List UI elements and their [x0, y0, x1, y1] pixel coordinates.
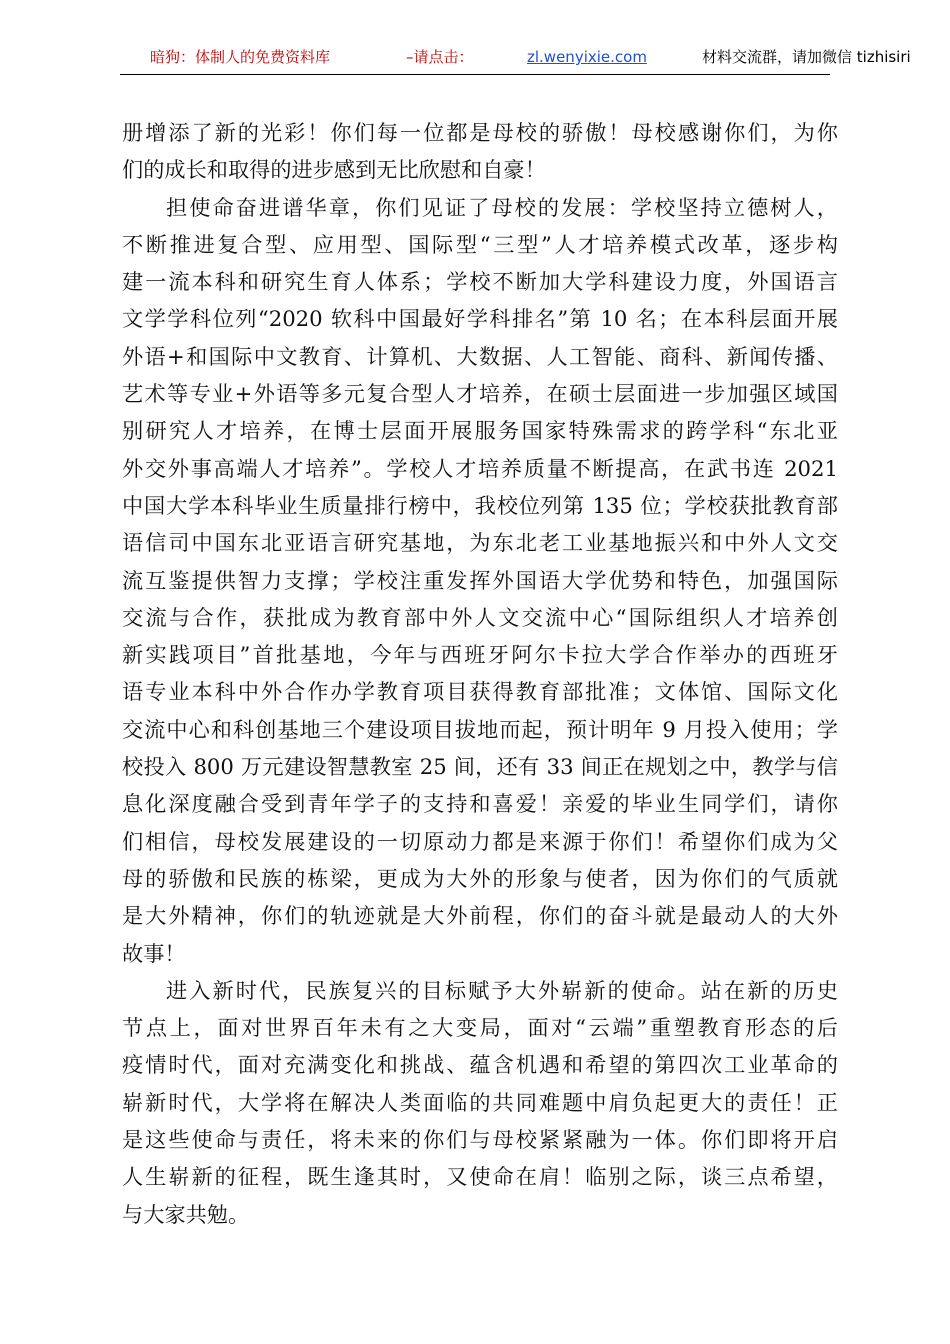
text-line: 是大外精神，你们的轨迹就是大外前程，你们的奋斗就是最动人的大外	[122, 903, 838, 929]
text-line: 母的骄傲和民族的栋梁，更成为大外的形象与使者，因为你们的气质就	[122, 865, 838, 891]
text-line: 册增添了新的光彩！你们每一位都是母校的骄傲！母校感谢你们，为你	[122, 120, 838, 145]
text-line: 息化深度融合受到青年学子的支持和喜爱！亲爱的毕业生同学们，请你	[122, 791, 838, 817]
text-line: 故事！	[122, 940, 186, 966]
text-line: 校投入 800 万元建设智慧教室 25 间，还有 33 间正在规划之中，教学与信	[122, 754, 838, 780]
text-line: 外交外事高端人才培养”。学校人才培养质量不断提高，在武书连 2021	[122, 455, 838, 481]
paragraph	[122, 114, 838, 189]
text-line: 外语+和国际中文教育、计算机、大数据、人工智能、商科、新闻传播、	[122, 343, 838, 369]
text-line: 担使命奋进谱华章，你们见证了母校的发展：学校坚持立德树人，	[166, 194, 838, 220]
text-line: 新实践项目”首批基地，今年与西班牙阿尔卡拉大学合作举办的西班牙	[122, 642, 838, 668]
header-link[interactable]: zl.wenyixie.com	[527, 48, 647, 66]
text-line: 语信司中国东北亚语言研究基地，为东北老工业基地振兴和中外人文交	[122, 530, 838, 556]
text-line: 们的成长和取得的进步感到无比欣慰和自豪！	[122, 157, 546, 183]
paragraph	[122, 189, 838, 972]
header-contact: 材料交流群，请加微信 tizhisiri	[702, 48, 911, 66]
text-line: 们相信，母校发展建设的一切原动力都是来源于你们！希望你们成为父	[122, 828, 838, 854]
text-line: 人生崭新的征程，既生逢其时，又使命在肩！临别之际，谈三点希望，	[122, 1164, 838, 1190]
text-line: 文学学科位列“2020 软科中国最好学科排名”第 10 名；在本科层面开展	[122, 306, 838, 332]
text-line: 疫情时代，面对充满变化和挑战、蕴含机遇和希望的第四次工业革命的	[122, 1052, 838, 1078]
header-brand: 暗狗：体制人的免费资料库	[150, 48, 331, 66]
paragraph	[122, 972, 838, 1233]
text-line: 是这些使命与责任，将未来的你们与母校紧紧融为一体。你们即将开启	[122, 1127, 838, 1153]
text-line: 不断推进复合型、应用型、国际型“三型”人才培养模式改革，逐步构	[122, 231, 838, 257]
document-body	[122, 114, 838, 1233]
page-header	[120, 46, 911, 75]
text-line: 流互鉴提供智力支撑；学校注重发挥外国语大学优势和特色，加强国际	[122, 567, 838, 593]
text-line: 艺术等专业+外语等多元复合型人才培养，在硕士层面进一步加强区域国	[122, 381, 838, 407]
text-line: 建一流本科和研究生育人体系；学校不断加大学科建设力度，外国语言	[122, 269, 838, 295]
text-line: 崭新时代，大学将在解决人类面临的共同难题中肩负起更大的责任！正	[122, 1089, 838, 1115]
text-line: 交流中心和科创基地三个建设项目拔地而起，预计明年 9 月投入使用；学	[122, 716, 838, 742]
text-line: 中国大学本科毕业生质量排行榜中，我校位列第 135 位；学校获批教育部	[122, 492, 838, 518]
text-line: 节点上，面对世界百年未有之大变局，面对“云端”重塑教育形态的后	[122, 1015, 838, 1041]
text-line: 与大家共勉。	[122, 1201, 250, 1227]
text-line: 语专业本科中外合作办学教育项目获得教育部批准；文体馆、国际文化	[122, 679, 838, 705]
header-prompt: –请点击：	[406, 48, 474, 66]
text-line: 进入新时代，民族复兴的目标赋予大外崭新的使命。站在新的历史	[166, 977, 838, 1003]
text-line: 交流与合作，获批成为教育部中外人文交流中心“国际组织人才培养创	[122, 604, 838, 630]
text-line: 别研究人才培养，在博士层面开展服务国家特殊需求的跨学科“东北亚	[122, 418, 838, 444]
